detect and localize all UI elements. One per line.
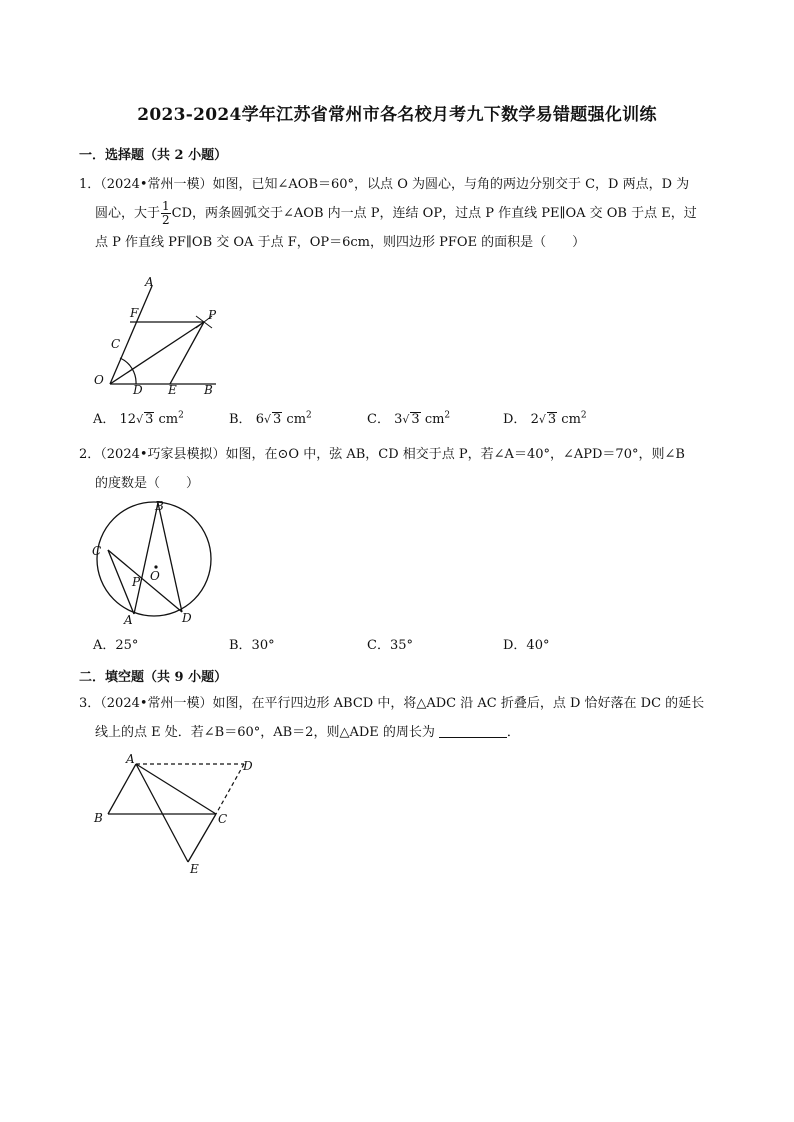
q2-line-1: 2．（2024•巧家县模拟）如图，在⊙O 中，弦 AB，CD 相交于点 P，若∠A＝40°，∠APD＝70°，则∠B [79, 447, 685, 462]
q1-option-b-coef: 6 [255, 412, 264, 427]
q1-option-d-unit: cm [561, 412, 581, 427]
q1-line-2 [79, 199, 719, 228]
section-heading-choice: 一．选择题（共 2 小题） [79, 148, 228, 163]
q1-option-b-label: B． [229, 412, 252, 427]
q3-label-e: E [190, 862, 199, 876]
q1-option-a-unit: cm [158, 412, 179, 427]
q1-fraction-denominator: 2 [162, 213, 170, 227]
q1-option-a-label: A． [93, 412, 116, 427]
q3-answer-blank[interactable] [439, 723, 507, 738]
q1-fraction-numerator: 1 [162, 199, 170, 213]
q1-line-op [110, 322, 204, 384]
q2-figure [88, 496, 220, 628]
q2-option-a[interactable]: A．25° [93, 638, 139, 653]
q1-option-c-coef: 3 [394, 412, 403, 427]
q3-label-d: D [243, 759, 253, 773]
q1-line-2-post: ，两条圆弧交于∠AOB 内一点 P，连结 OP，过点 P 作直线 PE∥OA 交 OB 于点 E，过 [192, 206, 697, 221]
q3-line-2-pre: 线上的点 E 处．若∠B＝60°，AB＝2，则△ADE 的周长为 [95, 725, 435, 740]
q1-label-a: A [145, 275, 154, 289]
q1-option-b-exp: 2 [306, 410, 312, 421]
q1-line-1: 1．（2024•常州一模）如图，已知∠AOB＝60°，以点 O 为圆心，与角的两边分别交于 C，D 两点，D 为 [79, 177, 690, 192]
page-title: 2023-2024学年江苏省常州市各名校月考九下数学易错题强化训练 [137, 105, 657, 125]
q3-side-ab [108, 764, 136, 814]
q3-side-ae [136, 764, 188, 862]
q2-label-o: O [150, 569, 160, 583]
q1-option-a[interactable]: A． 12√ 3 $cm^2$ [93, 410, 184, 427]
q3-label-b: B [94, 811, 103, 825]
q2-label-a: A [124, 613, 133, 627]
q1-label-o: O [94, 373, 104, 387]
q1-option-c[interactable]: C． 3√ 3 $cm^2$ [367, 410, 451, 427]
section-heading-fill: 二．填空题（共 9 小题） [79, 670, 228, 685]
q1-option-b-unit: cm [286, 412, 307, 427]
q1-option-d[interactable]: D． 2√ 3 $cm^2$ [503, 410, 587, 427]
q2-option-d[interactable]: D．40° [503, 638, 550, 653]
q2-chord-ab [134, 503, 158, 614]
q1-label-c: C [111, 337, 121, 351]
q2-label-p: P [132, 575, 141, 589]
q3-label-a: A [126, 752, 135, 766]
q2-line-2: 的度数是（ ） [95, 476, 200, 491]
q2-label-b: B [155, 499, 164, 513]
q1-option-c-rad: 3 [411, 412, 420, 427]
q1-option-d-rad: 3 [547, 412, 557, 427]
q1-option-d-label: D． [503, 412, 527, 427]
q1-option-a-coef: 12 [119, 412, 137, 427]
q1-option-c-label: C． [367, 412, 390, 427]
q1-label-d: D [133, 383, 143, 397]
q3-line-2-post: ． [506, 725, 520, 740]
question-2 [79, 440, 719, 498]
q1-label-f: F [130, 306, 139, 320]
q1-figure [88, 272, 228, 400]
q3-line-2 [79, 718, 719, 747]
q3-figure [88, 752, 258, 876]
question-1 [79, 170, 719, 257]
question-3 [79, 689, 719, 747]
q3-diagonal-ac [136, 764, 216, 814]
q1-option-a-exp: 2 [178, 410, 184, 421]
q1-option-c-unit: cm [424, 412, 445, 427]
q1-line-2-pre: 圆心，大于 [95, 206, 161, 221]
q3-dashed-dc [216, 764, 244, 814]
q1-label-p: P [208, 308, 217, 322]
q1-option-d-exp: 2 [580, 410, 587, 421]
q1-fraction [161, 200, 171, 227]
q1-ray-oa [110, 286, 152, 384]
q1-arc-cd [120, 358, 136, 384]
q1-option-c-exp: 2 [444, 410, 451, 421]
q2-option-b[interactable]: B．30° [229, 638, 275, 653]
q2-label-d: D [182, 611, 192, 625]
q1-cd: CD [171, 206, 193, 221]
q1-option-b[interactable]: B． 6√ 3 $cm^2$ [229, 410, 312, 427]
q1-line-pe [170, 322, 204, 384]
q3-side-ce [188, 814, 216, 862]
q1-line-3: 点 P 作直线 PF∥OB 交 OA 于点 F，OP＝6cm，则四边形 PFOE 的面积是（ ） [95, 235, 586, 250]
q1-option-d-coef: 2 [530, 412, 539, 427]
q2-option-c[interactable]: C．35° [367, 638, 413, 653]
q1-option-a-rad: 3 [145, 412, 154, 427]
q2-label-c: C [92, 544, 102, 558]
q1-label-b: B [204, 383, 213, 397]
q3-label-c: C [218, 812, 228, 826]
q1-option-b-rad: 3 [273, 412, 282, 427]
q3-line-1: 3．（2024•常州一模）如图，在平行四边形 ABCD 中，将△ADC 沿 AC 折叠后，点 D 恰好落在 DC 的延长 [79, 696, 705, 711]
q1-label-e: E [168, 383, 177, 397]
q2-chord-ca [108, 550, 134, 614]
